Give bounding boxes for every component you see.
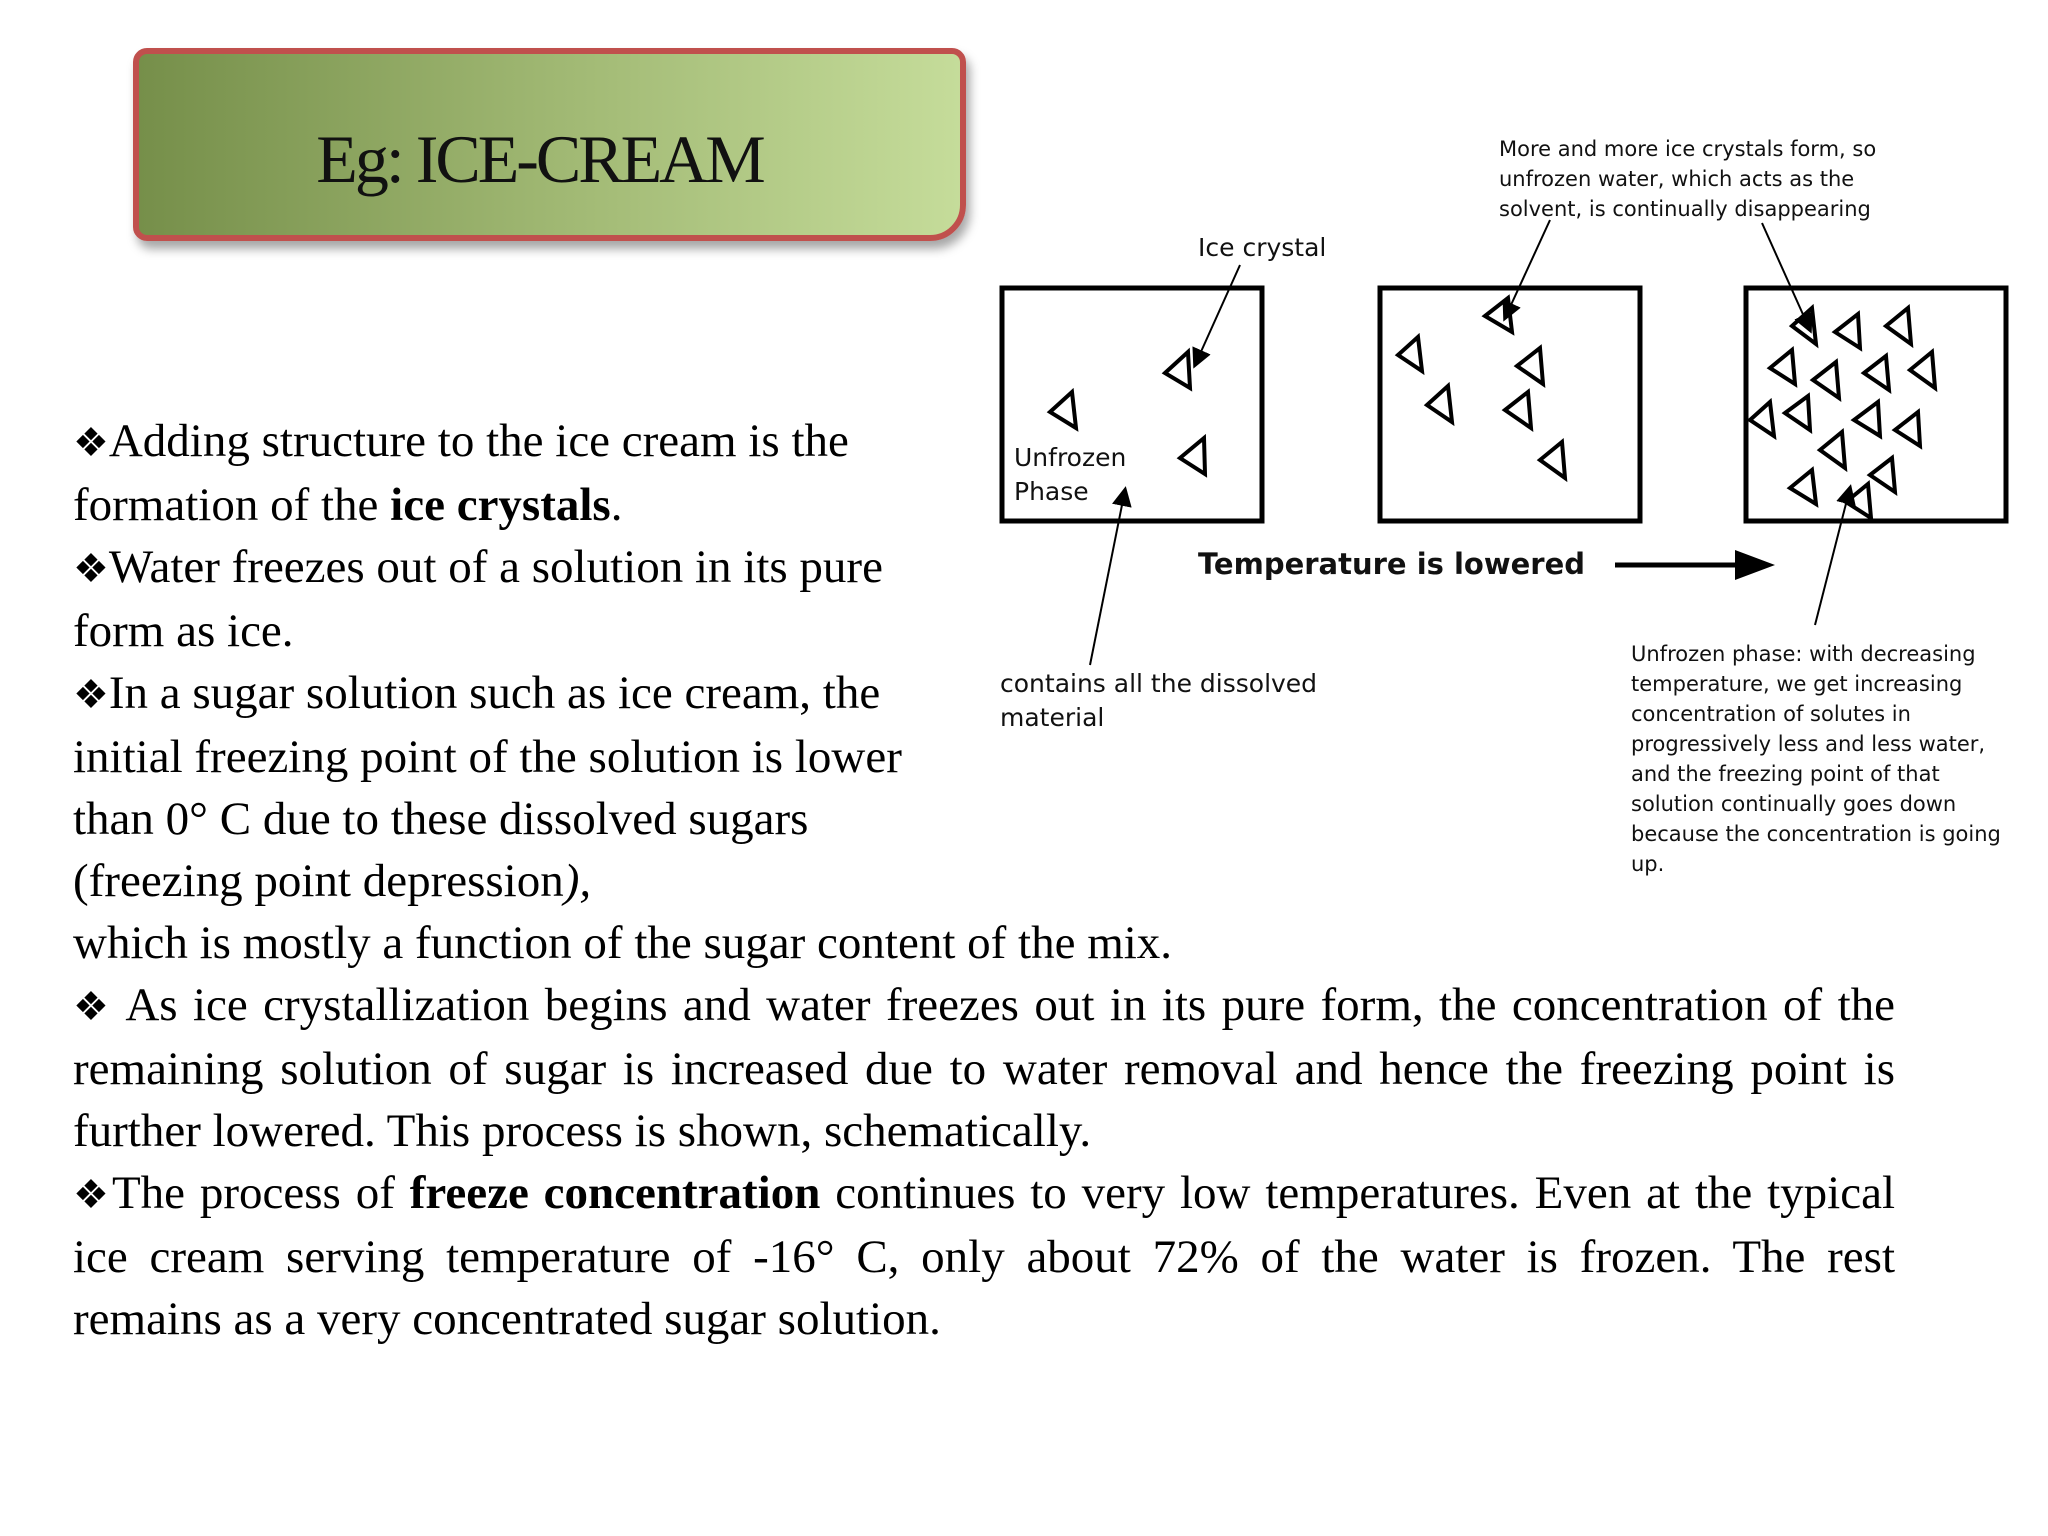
arrow-unfrozen-concentrated: [1815, 488, 1850, 625]
label-bottom-right-line6: solution continually goes down: [1631, 792, 1957, 816]
label-bottom-right-line1: Unfrozen phase: with decreasing: [1631, 642, 1976, 666]
label-top-right-line1: More and more ice crystals form, so: [1499, 137, 1877, 161]
label-bottom-right-line7: because the concentration is going: [1631, 822, 2001, 846]
bullet-icon: ❖: [73, 546, 109, 591]
bullet-1-end: .: [610, 479, 623, 531]
bullet-4: [73, 974, 1895, 1162]
bullet-1: [73, 410, 953, 536]
bullet-4-text: As ice crystallization begins and water freezes out in its pure form, the concentration of the remaining solution of sugar is increased due to water removal and hence the freezing point is further lowered. This process is shown, schematically.: [73, 979, 1895, 1157]
bullet-icon: ❖: [73, 672, 109, 717]
arrow-more-crystals-2: [1762, 223, 1810, 330]
bullet-3-close: ),: [563, 855, 592, 907]
label-ice-crystal: Ice crystal: [1198, 233, 1327, 262]
label-bottom-right-line4: progressively less and less water,: [1631, 732, 1986, 756]
bullet-icon: ❖: [73, 984, 113, 1029]
label-bottom-right-line8: up.: [1631, 852, 1665, 876]
title-banner: [133, 48, 966, 241]
label-bottom-right: [1631, 642, 2001, 876]
arrow-unfrozen: [1090, 490, 1125, 665]
bullet-1-text: Adding structure to the ice cream is the formation of the: [73, 415, 849, 531]
bullet-5-end: continues to very low temperatures. Even at the typical ice cream serving temperature of -16° C, only about 72% of the water is frozen. The rest remains as a very concentrated sugar solution.: [73, 1167, 1896, 1345]
label-dissolved-line1: contains all the dissolved: [1000, 669, 1318, 698]
bullet-5-text: The process of: [111, 1167, 410, 1219]
label-top-right-line3: solvent, is continually disappearing: [1499, 197, 1871, 221]
label-unfrozen-line1: Unfrozen: [1014, 443, 1127, 472]
label-top-right-line2: unfrozen water, which acts as the: [1499, 167, 1855, 191]
crystals-box-3: [1750, 308, 1935, 518]
bullet-icon: ❖: [73, 1172, 112, 1217]
label-bottom-right-line3: concentration of solutes in: [1631, 702, 1911, 726]
label-unfrozen-line2: Phase: [1014, 477, 1089, 506]
bullet-5: [73, 1162, 1895, 1350]
bullet-2: [73, 536, 953, 662]
label-bottom-right-line5: and the freezing point of that: [1631, 762, 1940, 786]
label-dissolved-line2: material: [1000, 703, 1105, 732]
arrow-more-crystals-1: [1505, 220, 1550, 318]
temperature-arrow-head: [1735, 550, 1775, 580]
bullet-3-text: In a sugar solution such as ice cream, the initial freezing point of the solution is lower than 0° C due to these dissolved sugars (freezing point depression: [73, 667, 902, 907]
freeze-concentration-diagram: [990, 130, 2040, 890]
bullet-3-continued: which is mostly a function of the sugar content of the mix.: [73, 917, 1173, 969]
bullet-3: [73, 662, 953, 912]
bullet-2-text: Water freezes out of a solution in its pure form as ice.: [73, 541, 883, 657]
bullet-icon: ❖: [73, 420, 109, 465]
label-bottom-right-line2: temperature, we get increasing: [1631, 672, 1963, 696]
crystals-box-2: [1398, 298, 1565, 478]
bullet-1-bold: ice crystals: [390, 479, 611, 531]
arrow-ice-crystal: [1195, 265, 1240, 365]
label-temperature: Temperature is lowered: [1198, 547, 1586, 581]
bullet-5-bold: freeze concentration: [409, 1167, 821, 1219]
label-top-right: [1499, 137, 1876, 221]
slide-title: Eg: ICE-CREAM: [316, 121, 763, 197]
